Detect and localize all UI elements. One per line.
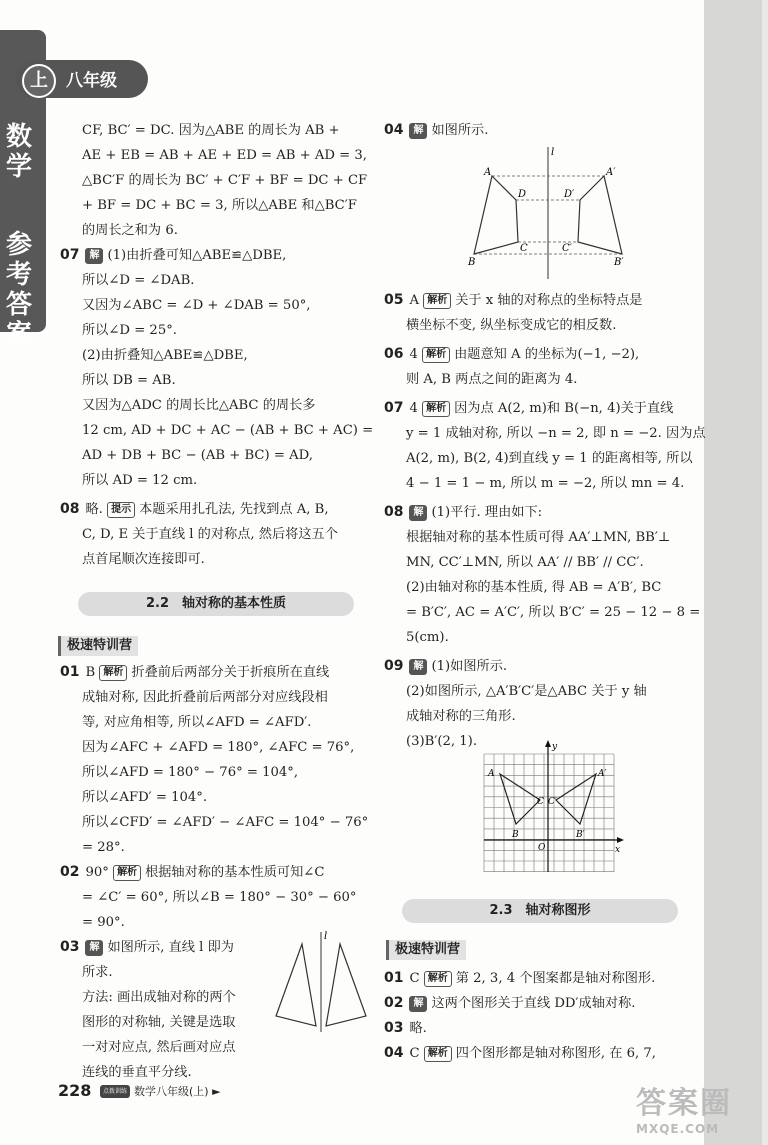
point-label: A	[484, 167, 492, 178]
axis-label: l	[324, 931, 328, 942]
question-number: 09	[384, 658, 404, 674]
text-line: (3)B′(2, 1).	[406, 734, 478, 749]
text-line: 成轴对称的三角形.	[406, 709, 516, 724]
text-line: 横坐标不变, 纵坐标变成它的相反数.	[406, 318, 617, 333]
point-label: A	[488, 769, 495, 779]
text-line: 12 cm, AD + DC + AC − (AB + BC + AC) =	[82, 423, 374, 438]
answer-06	[384, 342, 706, 392]
section-char-3: 答	[6, 290, 33, 320]
question-number: 01	[384, 970, 404, 986]
analysis-tag: 解析	[423, 293, 451, 309]
text-line: 的周长之和为 6.	[82, 223, 178, 238]
answer-08	[60, 497, 380, 572]
text-line: 因为点 A(2, m)和 B(−n, 4)关于直线	[454, 401, 674, 416]
answer-08-right	[384, 500, 706, 650]
x-axis-label: x	[615, 845, 621, 855]
question-number: 04	[384, 122, 404, 138]
text-line: 则 A, B 两点之间的距离为 4.	[406, 372, 578, 387]
origin-label: O	[538, 843, 546, 853]
text-line: (2)如图所示, △A′B′C′是△ABC 关于 y 轴	[406, 684, 647, 699]
left-column	[60, 118, 380, 572]
text-line: 由题意知 A 的坐标为(−1, −2),	[454, 347, 640, 362]
text-line: 根据轴对称的基本性质可得 AA′⊥MN, BB′⊥	[406, 530, 671, 545]
footer-book-title	[134, 1083, 221, 1099]
figure-03-symmetric-triangles	[264, 926, 374, 1036]
text-line: = 28°.	[82, 840, 125, 855]
text-line: 4 − 1 = 1 − m, 所以 m = −2, 所以 mn = 4.	[406, 476, 685, 491]
watermark-url: MXQE.COM	[636, 1122, 720, 1136]
triangle-a-prime-b-prime-c-prime	[556, 774, 596, 824]
page-edge-strip	[762, 0, 768, 1145]
answer-value: 4	[409, 347, 418, 362]
text-line: CF, BC′ = DC. 因为△ABE 的周长为 AB +	[82, 123, 340, 138]
grade-label: 八年级	[66, 71, 117, 91]
question-number: 01	[60, 664, 80, 680]
question-number: 04	[384, 1045, 404, 1061]
left-shape	[474, 176, 518, 254]
point-label: A′	[606, 167, 616, 178]
answer-icon: 解	[409, 659, 427, 675]
y-axis-arrow	[545, 740, 551, 747]
right-column-middle	[384, 288, 706, 754]
text-line: 所以∠D = 25°.	[82, 323, 177, 338]
hint-tag: 提示	[107, 502, 135, 518]
point-label: D′	[564, 189, 575, 200]
text-line: 四个图形都是轴对称图形, 在 6, 7,	[455, 1046, 656, 1061]
text-line: (1)如图所示.	[431, 659, 508, 674]
answer-icon: 解	[409, 505, 427, 521]
answer-07-right	[384, 396, 706, 496]
section-heading-2-2: 2.2 轴对称的基本性质	[78, 592, 354, 616]
subheading-training: 极速特训营	[58, 636, 138, 656]
text-line: = ∠C′ = 60°, 所以∠B = 180° − 30° − 60°	[82, 890, 357, 905]
x-axis-arrow	[617, 837, 624, 843]
text-line: 又因为∠ABC = ∠D + ∠DAB = 50°,	[82, 298, 311, 313]
subject-char-1: 数	[6, 122, 33, 152]
text-line: C, D, E 关于直线 l 的对称点, 然后将这五个	[82, 527, 338, 542]
section-char-4-placeholder: 案	[6, 320, 33, 350]
answer-05	[384, 288, 706, 338]
answer-value: B	[85, 665, 96, 680]
point-label: B′	[576, 830, 585, 840]
grid-lines	[484, 754, 614, 872]
page-number: 228	[58, 1081, 92, 1100]
answer-value: 90°	[85, 865, 109, 880]
exercise-01	[60, 660, 380, 860]
point-label: B	[468, 257, 476, 268]
watermark-text: 答案圈	[636, 1086, 732, 1121]
text-line: = B′C′, AC = A′C′, 所以 B′C′ = 25 − 12 − 8 =	[406, 605, 701, 620]
text-line: A(2, m), B(2, 4)到直线 y = 1 的距离相等, 所以	[406, 451, 693, 466]
exercise-02	[60, 860, 380, 935]
text-line: AE + EB = AB + AE + ED = AB + AD = 3,	[82, 148, 367, 163]
question-number: 06	[384, 346, 404, 362]
text-line: + BF = DC + BC = 3, 所以△ABE 和△BC′F	[82, 198, 357, 213]
text-line: 又因为△ADC 的周长比△ABC 的周长多	[82, 398, 316, 413]
section-char-1: 参	[6, 230, 33, 260]
text-line: AD + DB + BC − (AB + BC) = AD,	[82, 448, 313, 463]
text-line: 所以 DB = AB.	[82, 373, 176, 388]
page-edge-shadow	[704, 0, 768, 1145]
text-line: 方法: 画出成轴对称的两个	[82, 990, 236, 1005]
answer-09	[384, 654, 706, 754]
subject-char-2: 学	[6, 152, 33, 182]
section-heading-2-3: 2.3 轴对称图形	[402, 899, 678, 923]
point-label: C	[537, 797, 544, 807]
text-line: 第 2, 3, 4 个图案都是轴对称图形.	[455, 971, 656, 986]
point-label: C	[520, 243, 528, 254]
analysis-tag: 解析	[424, 1046, 452, 1062]
right-column-top	[384, 118, 704, 143]
previous-answer-continuation	[60, 118, 380, 243]
text-line: 所以∠AFD′ = 104°.	[82, 790, 208, 805]
text-line: 本题采用扎孔法, 先找到点 A, B,	[139, 502, 329, 517]
text-line: y = 1 成轴对称, 所以 −n = 2, 即 n = −2. 因为点	[406, 426, 706, 441]
answer-icon: 解	[85, 940, 103, 956]
text-line: 如图所示, 直线 l 即为	[107, 940, 234, 955]
question-number: 08	[60, 501, 80, 517]
series-badge: 点拨训练	[100, 1085, 130, 1098]
text-line: (1)平行. 理由如下:	[431, 505, 543, 520]
answer-value: C	[409, 1046, 420, 1061]
point-label: B	[512, 830, 519, 840]
text-line: 这两个图形关于直线 DD′成轴对称.	[431, 996, 636, 1011]
point-label: D	[518, 189, 527, 200]
answer-value: C	[409, 971, 420, 986]
point-label: A′	[598, 769, 607, 779]
text-line: △BC′F 的周长为 BC′ + C′F + BF = DC + CF	[82, 173, 368, 188]
text-line: 根据轴对称的基本性质可知∠C	[145, 865, 325, 880]
text-line: = 90°.	[82, 915, 125, 930]
axis-label: l	[551, 147, 555, 158]
question-number: 07	[384, 400, 404, 416]
answer-value: 略.	[85, 502, 103, 517]
text-line: 所以∠AFD = 180° − 76° = 104°,	[82, 765, 299, 780]
point-label: C′	[562, 243, 572, 254]
text-line: 图形的对称轴, 关键是选取	[82, 1015, 236, 1030]
text-line: 成轴对称, 因此折叠前后两部分对应线段相	[82, 690, 328, 705]
subheading-training-right: 极速特训营	[386, 940, 466, 960]
analysis-tag: 解析	[422, 347, 450, 363]
arrow-icon: ►	[212, 1085, 221, 1098]
right-column-bottom	[384, 966, 706, 1066]
right-triangle	[326, 944, 366, 1026]
question-number: 02	[60, 864, 80, 880]
text-line: 5(cm).	[406, 630, 449, 645]
text-line: (2)由轴对称的基本性质, 得 AB = A′B′, BC	[406, 580, 662, 595]
point-label: C′	[548, 797, 557, 807]
point-label: B′	[614, 257, 624, 268]
text-line: 折叠前后两部分关于折痕所在直线	[131, 665, 330, 680]
question-number: 03	[384, 1020, 404, 1036]
question-number: 07	[60, 247, 80, 263]
question-number: 02	[384, 995, 404, 1011]
text-line: 所以∠CFD′ = ∠AFD′ − ∠AFC = 104° − 76°	[82, 815, 369, 830]
figure-09-coordinate-grid	[478, 740, 628, 876]
text-line: (1)由折叠可知△ABE≌△DBE,	[107, 248, 287, 263]
text-line: 所以∠D = ∠DAB.	[82, 273, 195, 288]
text-line: 因为∠AFC + ∠AFD = 180°, ∠AFC = 76°,	[82, 740, 355, 755]
text-line: 点首尾顺次连接即可.	[82, 552, 205, 567]
text-line: 关于 x 轴的对称点的坐标特点是	[455, 293, 643, 308]
left-triangle	[276, 944, 316, 1026]
y-axis-label: y	[552, 742, 558, 752]
answer-icon: 解	[85, 248, 103, 264]
answer-icon: 解	[409, 996, 427, 1012]
watermark	[636, 1078, 766, 1140]
text-line: 如图所示.	[431, 123, 489, 138]
text-line: 所以 AD = 12 cm.	[82, 473, 198, 488]
book-title: 数学八年级(上)	[134, 1085, 209, 1098]
right-shape	[578, 176, 622, 254]
section-char-2: 考	[6, 260, 33, 290]
grade-mark: 上	[22, 64, 56, 98]
question-number: 05	[384, 292, 404, 308]
text-line: 一对对应点, 然后画对应点	[82, 1040, 236, 1055]
answer-icon: 解	[409, 123, 427, 139]
analysis-tag: 解析	[424, 971, 452, 987]
text-line: (2)由折叠知△ABE≌△DBE,	[82, 348, 248, 363]
analysis-tag: 解析	[113, 865, 141, 881]
question-number: 08	[384, 504, 404, 520]
text-line: 等, 对应角相等, 所以∠AFD = ∠AFD′.	[82, 715, 312, 730]
question-number: 03	[60, 939, 80, 955]
text-line: 略.	[409, 1021, 427, 1036]
text-line: 所求.	[82, 965, 113, 980]
answer-value: A	[409, 293, 420, 308]
analysis-tag: 解析	[422, 401, 450, 417]
text-line: MN, CC′⊥MN, 所以 AA′ // BB′ // CC′.	[406, 555, 644, 570]
answer-07	[60, 243, 380, 493]
answer-value: 4	[409, 401, 418, 416]
figure-04-symmetric-figure	[464, 145, 634, 280]
analysis-tag: 解析	[99, 665, 127, 681]
text-line: 连线的垂直平分线.	[82, 1065, 192, 1080]
